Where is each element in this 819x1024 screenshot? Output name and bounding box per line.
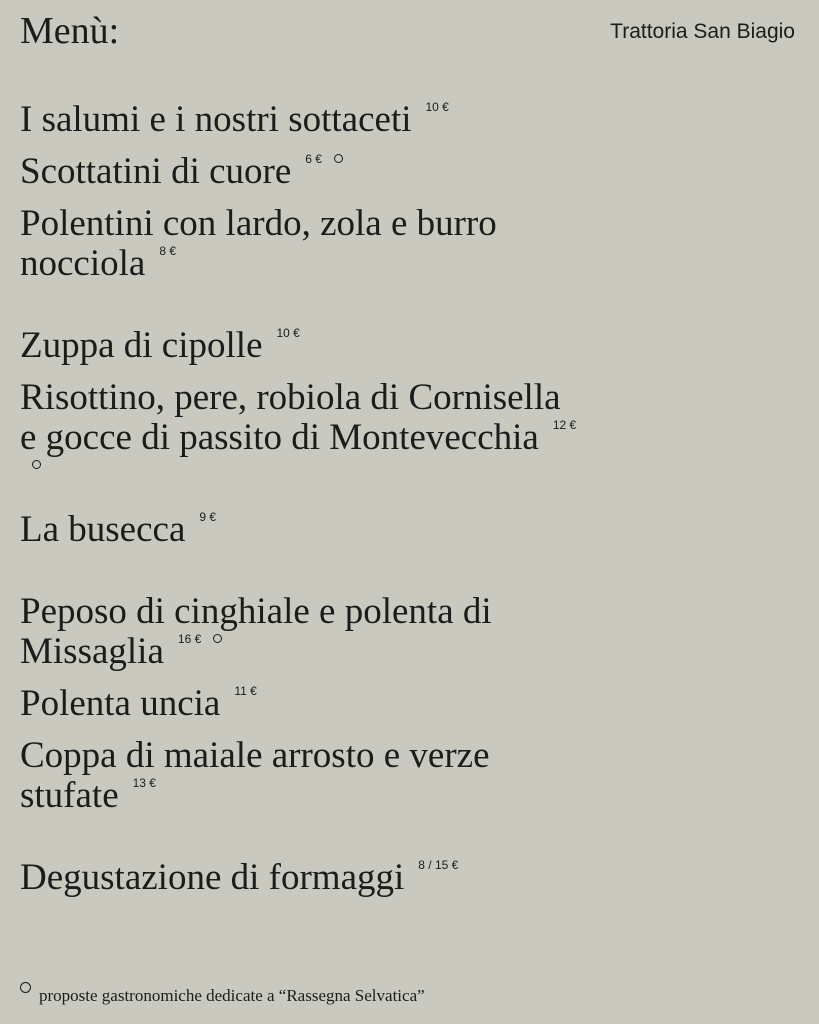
menu-item (20, 152, 580, 192)
dish-price: 13 € (132, 776, 156, 790)
dish-name: Risottino, pere, robiola di Cornisella e gocce di passito di Montevecchia (20, 377, 561, 458)
dish-price: 11 € (234, 684, 257, 698)
menu-item (20, 684, 580, 724)
page-title: Menù: (20, 10, 120, 52)
menu-section-antipasti (20, 100, 580, 284)
selvatica-circle-icon (334, 154, 343, 163)
restaurant-name: Trattoria San Biagio (610, 20, 795, 43)
dish-name: I salumi e i nostri sottaceti (20, 99, 412, 140)
dish-price: 8 / 15 € (418, 858, 459, 872)
dish-name: Zuppa di cipolle (20, 325, 263, 366)
selvatica-circle-icon (213, 634, 222, 643)
footnote (20, 982, 425, 1009)
dish-name: La busecca (20, 509, 186, 550)
dish-price: 6 € (305, 152, 322, 166)
selvatica-circle-icon (20, 982, 31, 993)
dish-price: 9 € (199, 510, 217, 524)
dish-price: 10 € (425, 100, 449, 114)
dish-price: 12 € (552, 418, 577, 432)
menu-item (20, 100, 580, 140)
menu-item (20, 378, 580, 498)
menu-item (20, 510, 580, 550)
menu-item (20, 858, 580, 898)
dish-price: 10 € (276, 326, 300, 340)
footnote-text: proposte gastronomiche dedicate a “Rassegna Selvatica” (39, 986, 425, 1005)
selvatica-circle-icon (32, 460, 41, 469)
menu-item (20, 326, 580, 366)
dish-name: Degustazione di formaggi (20, 857, 405, 898)
dish-price: 8 € (159, 244, 177, 258)
dish-price: 16 € (177, 632, 202, 646)
dish-name: Polenta uncia (20, 683, 221, 724)
dish-name: Peposo di cinghiale e polenta di Missaglia (20, 591, 492, 672)
menu-list (20, 100, 580, 940)
menu-section-primi (20, 326, 580, 550)
menu-item (20, 592, 580, 672)
menu-section-formaggi (20, 858, 580, 898)
menu-section-secondi (20, 592, 580, 816)
dish-name: Polentini con lardo, zola e burro nocciola (20, 203, 497, 284)
dish-name: Scottatini di cuore (20, 151, 292, 192)
menu-item (20, 736, 580, 816)
dish-name: Coppa di maiale arrosto e verze stufate (20, 735, 490, 816)
menu-item (20, 204, 580, 284)
